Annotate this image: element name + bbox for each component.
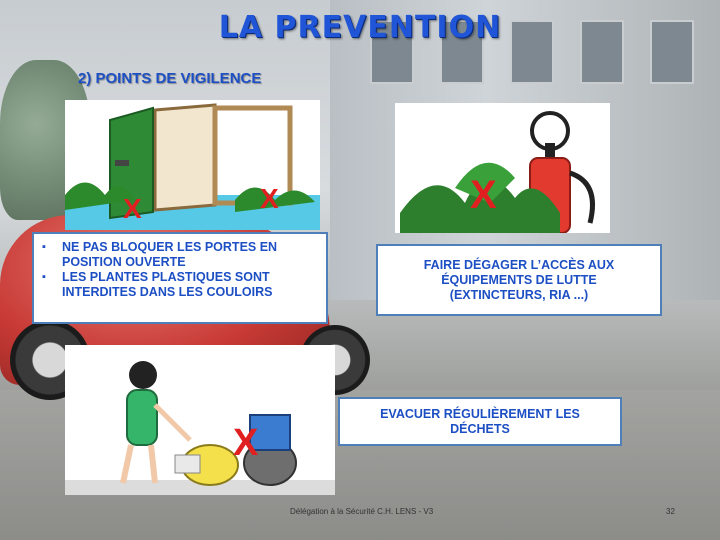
extinguisher-illustration: [395, 103, 610, 233]
extinguisher-textbox: [376, 244, 662, 316]
waste-text: EVACUER RÉGULIÈREMENT LES DÉCHETS: [380, 406, 580, 436]
waste-textbox: [338, 397, 622, 446]
slide-subtitle: 2) POINTS DE VIGILENCE: [78, 70, 262, 87]
door-plants-bullet-list: [34, 234, 326, 306]
door-plants-illustration: [65, 100, 320, 230]
x-mark: X: [470, 173, 497, 217]
x-mark: X: [233, 422, 259, 464]
page-number: 32: [666, 507, 675, 516]
slide-title: LA PREVENTION: [218, 10, 502, 45]
bullet-item: ▪ LES PLANTES PLASTIQUES SONT INTERDITES DANS LES COULOIRS: [34, 270, 318, 300]
bullet-item: ▪ NE PAS BLOQUER LES PORTES EN POSITION OUVERTE: [34, 240, 318, 270]
footer-text: Délégation à la Sécurité C.H. LENS - V3: [290, 507, 434, 516]
x-mark: X: [260, 183, 279, 214]
waste-illustration: [65, 345, 335, 495]
x-mark: X: [123, 193, 142, 224]
extinguisher-text: FAIRE DÉGAGER L’ACCÈS AUX ÉQUIPEMENTS DE LUTTE (EXTINCTEURS, RIA ...): [423, 257, 615, 302]
door-plants-textbox: [32, 232, 328, 324]
